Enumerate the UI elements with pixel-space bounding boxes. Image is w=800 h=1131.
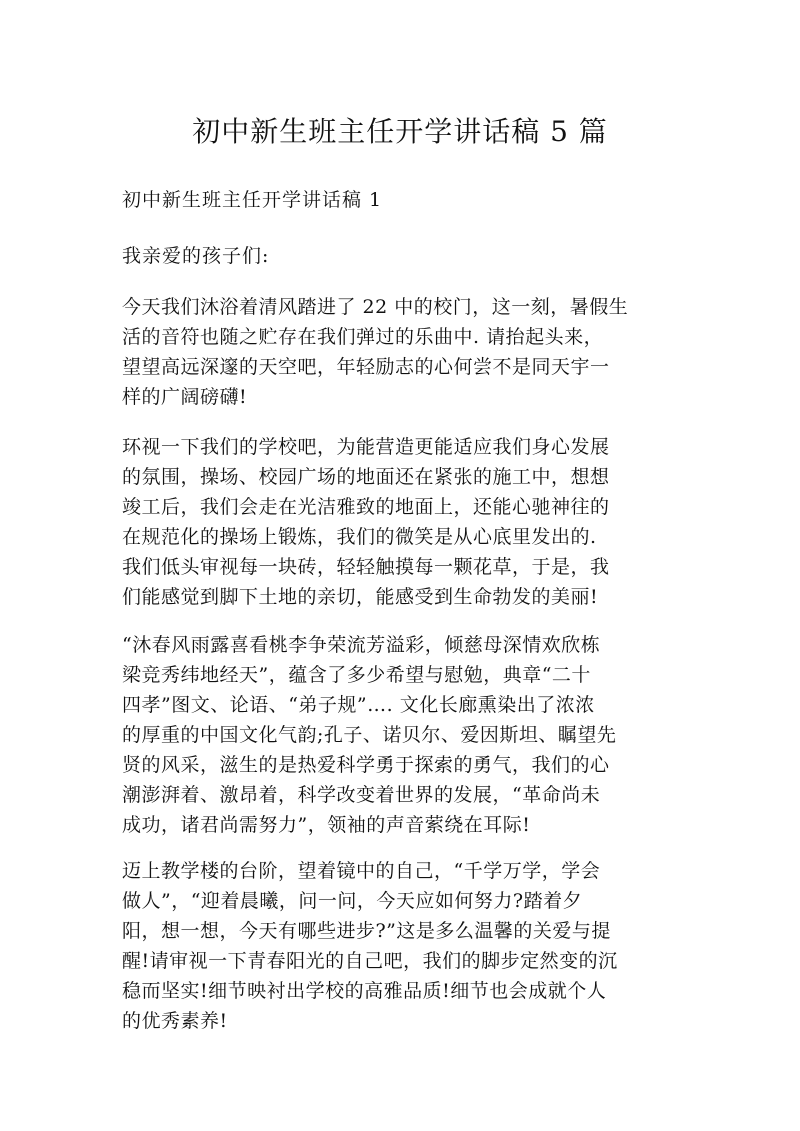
text-line: 贤的风采，滋生的是热爱科学勇于探索的勇气，我们的心	[122, 754, 610, 776]
greeting-line: 我亲爱的孩子们:	[122, 245, 270, 267]
text-line: 阳，想一想，今天有哪些进步?”这是多么温馨的关爱与提	[122, 920, 611, 942]
paragraph	[122, 432, 662, 612]
text-line: 成功，诸君尚需努力”，领袖的声音萦绕在耳际!	[122, 814, 531, 836]
text-line: 我们低头审视每一块砖，轻轻触摸每一颗花草，于是，我	[122, 556, 610, 578]
paragraph	[122, 630, 662, 840]
text-line: 迈上教学楼的台阶，望着镜中的自己，“千学万学，学会	[122, 860, 601, 882]
text-line: 做人”，“迎着晨曦，问一问，今天应如何努力?踏着夕	[122, 890, 583, 912]
section-subtitle: 初中新生班主任开学讲话稿 1	[122, 189, 383, 211]
text-line: 的氛围，操场、校园广场的地面还在紧张的施工中，想想	[122, 466, 610, 488]
text-line: 的优秀素养!	[122, 1010, 228, 1032]
text-line: 潮澎湃着、激昂着，科学改变着世界的发展，“革命尚未	[122, 784, 601, 806]
text-line: 四孝”图文、论语、“弟子规”…. 文化长廊熏染出了浓浓	[122, 694, 595, 716]
text-line: 在规范化的操场上锻炼，我们的微笑是从心底里发出的.	[122, 526, 597, 548]
text-line: 环视一下我们的学校吧，为能营造更能适应我们身心发展	[122, 436, 610, 458]
paragraph	[122, 292, 662, 412]
text-line: 的厚重的中国文化气韵;孔子、诺贝尔、爱因斯坦、瞩望先	[122, 724, 617, 746]
document-title: 初中新生班主任开学讲话稿 5 篇	[192, 115, 608, 148]
text-line: 稳而坚实!细节映衬出学校的高雅品质!细节也会成就个人	[122, 980, 607, 1002]
text-line: 望望高远深邃的天空吧，年轻励志的心何尝不是同天宇一	[122, 356, 610, 378]
text-line: 梁竞秀纬地经天”，蕴含了多少希望与慰勉，典章“二十	[122, 664, 591, 686]
text-line: 样的广阔磅礴!	[122, 386, 248, 408]
text-line: 们能感觉到脚下土地的亲切，能感受到生命勃发的美丽!	[122, 586, 599, 608]
text-line: 醒!请审视一下青春阳光的自己吧，我们的脚步定然变的沉	[122, 950, 618, 972]
text-line: “沐春风雨露喜看桃李争荣流芳溢彩，倾慈母深情欢欣栋	[122, 634, 601, 656]
text-line: 竣工后，我们会走在光洁雅致的地面上，还能心驰神往的	[122, 496, 610, 518]
text-line: 今天我们沐浴着清风踏进了 22 中的校门，这一刻，暑假生	[122, 296, 629, 318]
text-line: 活的音符也随之贮存在我们弹过的乐曲中. 请抬起头来，	[122, 326, 604, 348]
paragraph	[122, 856, 662, 1036]
